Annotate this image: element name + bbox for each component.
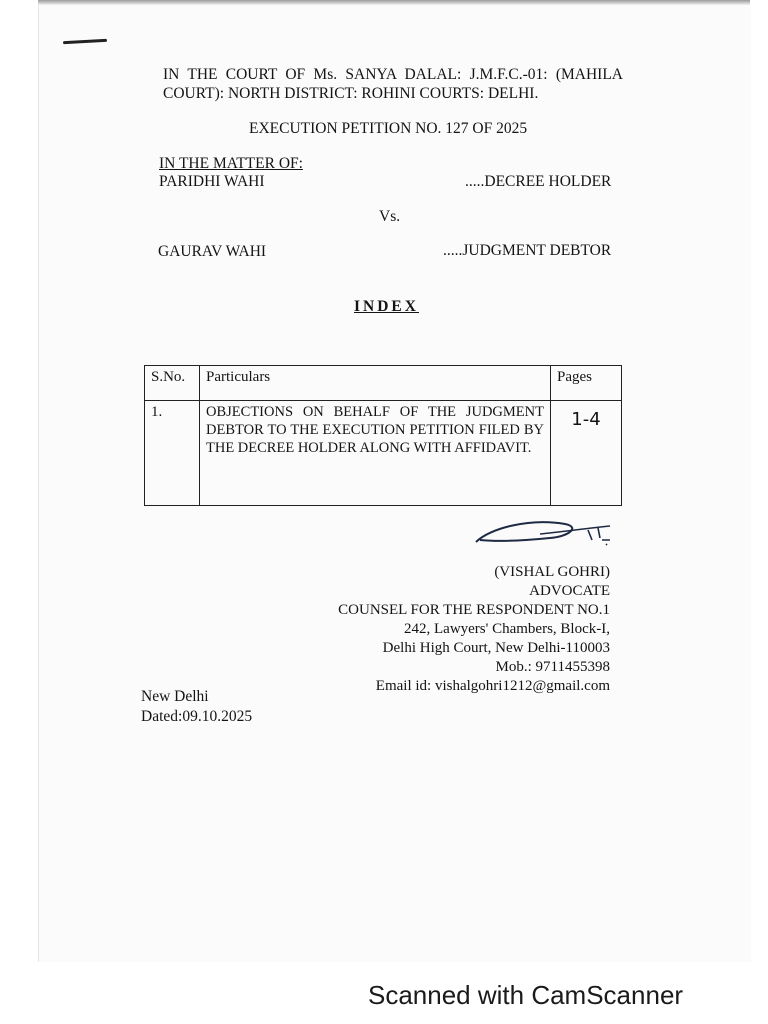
signature-image xyxy=(470,510,620,550)
header-pages: Pages xyxy=(551,366,622,401)
in-the-matter-of: IN THE MATTER OF: xyxy=(159,155,303,172)
advocate-address-1: 242, Lawyers' Chambers, Block-I, xyxy=(404,621,610,637)
table-header-row xyxy=(145,366,622,401)
judgment-debtor-role: .....JUDGMENT DEBTOR xyxy=(443,242,612,259)
advocate-address-2: Delhi High Court, New Delhi-110003 xyxy=(382,640,610,656)
place: New Delhi xyxy=(141,688,209,705)
row-particulars: OBJECTIONS ON BEHALF OF THE JUDGMENT DEBTOR TO THE EXECUTION PETITION FILED BY THE DECREE HOLDER ALONG WITH AFFIDAVIT. xyxy=(200,401,551,506)
table-row xyxy=(145,401,622,506)
header-particulars: Particulars xyxy=(200,366,551,401)
index-table xyxy=(144,365,622,506)
advocate-email: Email id: vishalgohri1212@gmail.com xyxy=(375,678,610,694)
row-pages: 1-4 xyxy=(571,409,601,430)
date: Dated:09.10.2025 xyxy=(141,708,253,725)
petition-number: EXECUTION PETITION NO. 127 OF 2025 xyxy=(249,120,528,137)
decree-holder-role: .....DECREE HOLDER xyxy=(465,173,612,190)
versus-label: Vs. xyxy=(379,208,401,225)
row-pages-cell xyxy=(551,401,622,506)
page-top-edge xyxy=(38,0,750,5)
advocate-mobile: Mob.: 9711455398 xyxy=(495,659,610,675)
advocate-counsel: COUNSEL FOR THE RESPONDENT NO.1 xyxy=(338,602,610,618)
advocate-details xyxy=(300,563,610,696)
header-sno: S.No. xyxy=(145,366,200,401)
court-heading: IN THE COURT OF Ms. SANYA DALAL: J.M.F.C.-01: (MAHILA COURT): NORTH DISTRICT: ROHINI COURTS: DELHI. xyxy=(163,66,623,102)
advocate-title: ADVOCATE xyxy=(529,583,610,599)
decree-holder-name: PARIDHI WAHI xyxy=(159,173,265,190)
camscanner-watermark: Scanned with CamScanner xyxy=(368,980,684,1010)
judgment-debtor-name: GAURAV WAHI xyxy=(158,243,267,260)
index-title: INDEX xyxy=(354,298,419,315)
advocate-name: (VISHAL GOHRI) xyxy=(494,564,610,580)
row-sno: 1. xyxy=(145,401,200,506)
